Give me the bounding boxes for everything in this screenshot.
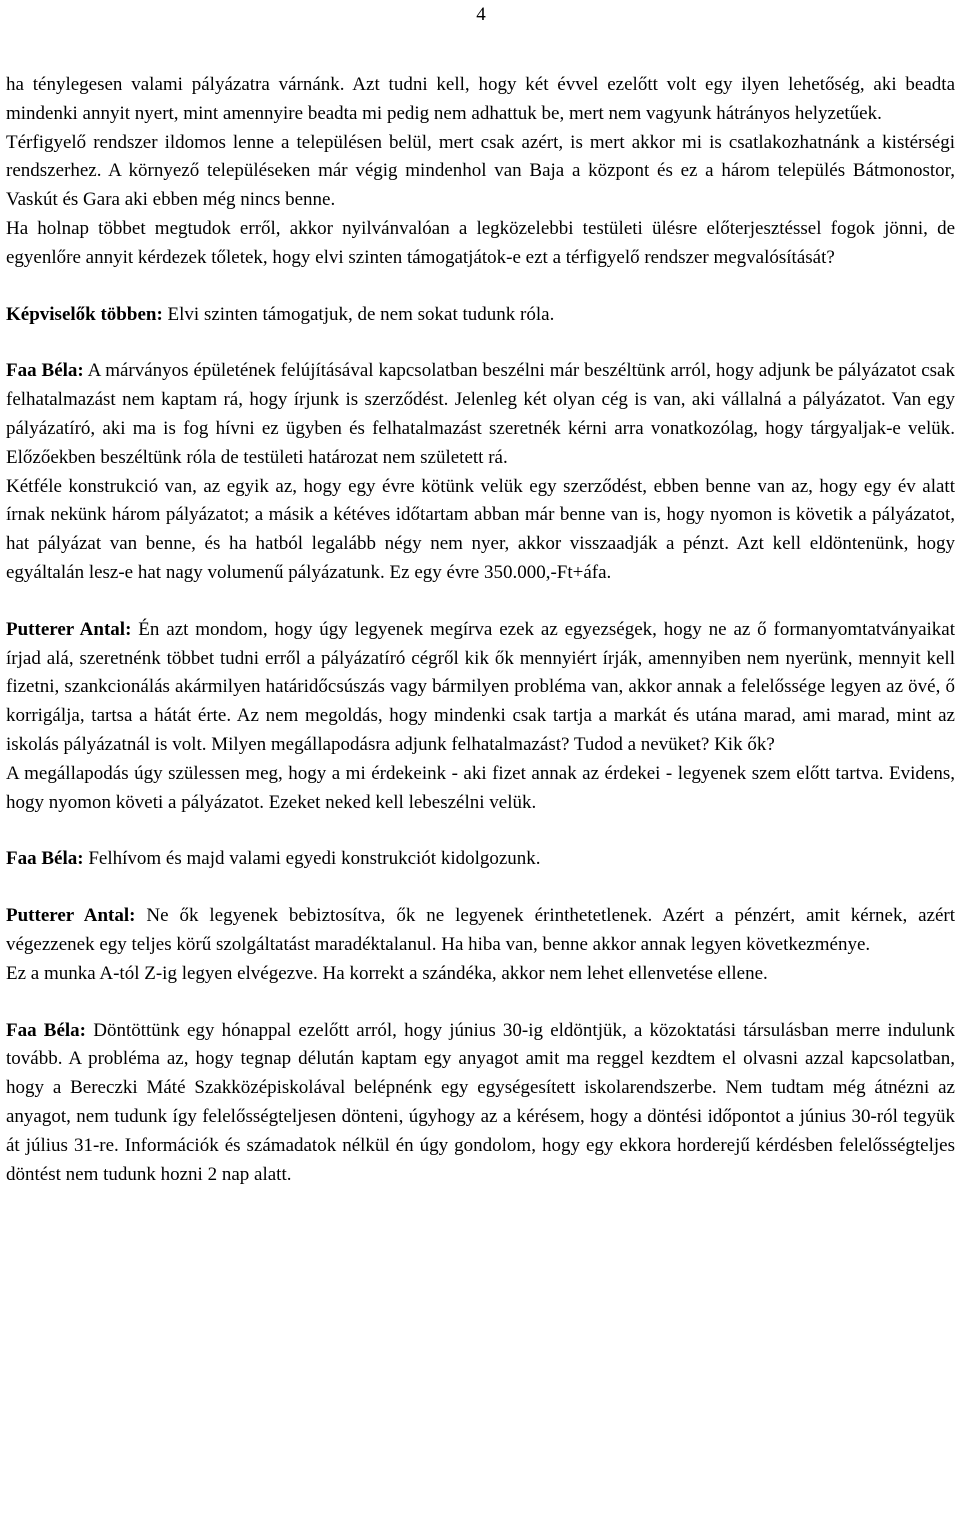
speech-paragraph (6, 1017, 955, 1190)
speech-text: Döntöttünk egy hónappal ezelőtt arról, hogy június 30-ig eldöntjük, a közoktatási társulásban merre indulunk tovább. A probléma az, hogy tegnap délután kaptam egy anyagot amit ma reggel kezdtem el olvasni azzal kapcsolatban, hogy a Bereczki Máté Szakközépiskolával belépnénk egy egységesített iskolarendszerbe. Nem tudtam még átnézni az anyagot, nem tudunk így felelősségteljesen dönteni, úgyhogy az a kérésem, hogy a döntési időpontot a június 30-ról tegyük át július 31-re. Információk és számadatok nélkül én úgy gondolom, hogy egy ekkora horderejű kérdésben felelősségteljes döntést nem tudunk hozni 2 nap alatt. (6, 1019, 955, 1185)
speaker-name: Putterer Antal: (6, 905, 136, 927)
speech-paragraph (6, 845, 955, 874)
speaker-name: Faa Béla: (6, 1019, 87, 1041)
speaker-name: Faa Béla: (6, 848, 84, 870)
speech-text: Elvi szinten támogatjuk, de nem sokat tudunk róla. (167, 303, 555, 325)
paragraph: ha ténylegesen valami pályázatra várnánk. Azt tudni kell, hogy két évvel ezelőtt volt egy ilyen lehetőség, aki beadta mindenki annyit nyert, mint amennyire beadta mi pedig nem adhattuk be, mert nem vagyunk hátrányos helyzetűek. (6, 74, 955, 124)
speech-paragraph (6, 357, 955, 472)
speaker-name: Putterer Antal: (6, 618, 132, 640)
speech-paragraph (6, 301, 955, 330)
paragraph: Ez a munka A-tól Z-ig legyen elvégezve. Ha korrekt a szándéka, akkor nem lehet ellenvetése ellene. (6, 962, 768, 984)
speaker-name: Faa Béla: (6, 360, 84, 382)
speaker-name: Képviselők többen: (6, 303, 163, 325)
speech-paragraph (6, 616, 955, 760)
paragraph: Térfigyelő rendszer ildomos lenne a településen belül, mert csak azért, is mert akkor mi is csatlakozhatnánk a kistérségi rendszerhez. A környező településeken már végig mindenhol van Baja a központ és ez a három település Bátmonostor, Vaskút és Gara aki ebben még nincs benne. (6, 131, 955, 211)
document-body (6, 71, 955, 1189)
paragraph: A megállapodás úgy szülessen meg, hogy a mi érdekeink - aki fizet annak az érdekei - legyenek szem előtt tartva. Evidens, hogy nyomon követi a pályázatot. Ezeket neked kell lebeszélni velük. (6, 762, 955, 813)
page-number: 4 (476, 4, 486, 25)
speech-text: A márványos épületének felújításával kapcsolatban beszélni már beszéltünk arról, hogy adjunk be pályázatot csak felhatalmazást nem kaptam rá, hogy írjunk is szerződést. Jelenleg két olyan cég is van, aki vállalná a pályázatot. Van egy pályázatíró, aki ma is fog hívni ez ügyben és felhatalmazást szeretnék kérni arra vonatkozólag, hogy tárgyaljak-e velük. Előzőekben beszéltünk róla de testületi határozat nem született rá. (6, 360, 955, 468)
speech-text: Ne ők legyenek bebiztosítva, ők ne legyenek érinthetetlenek. Azért a pénzért, amit kérnek, azért végezzenek egy teljes körű szolgáltatást maradéktalanul. Ha hiba van, benne akkor annak legyen következménye. (6, 905, 956, 955)
speech-paragraph (6, 902, 955, 960)
paragraph: Ha holnap többet megtudok erről, akkor nyilvánvalóan a legközelebbi testületi ülésre előterjesztéssel fogok jönni, de egyenlőre annyit kérdezek tőletek, hogy elvi szinten támogatjátok-e ezt a térfigyelő rendszer megvalósítását? (6, 217, 955, 268)
paragraph: Kétféle konstrukció van, az egyik az, hogy egy évre kötünk velük egy szerződést, ebben benne van az, hogy egy év alatt írnak nekünk három pályázatot; a másik a kétéves időtartam abban már benne van is, hogy nyomon is követik a pályázatot, hat pályázat van benne, és ha hatból legalább négy nem nyer, akkor visszaadják a pénzt. Azt kell eldöntenünk, hogy egyáltalán lesz-e hat nagy volumenű pályázatunk. Ez egy évre 350.000,-Ft+áfa. (6, 475, 955, 583)
speech-text: Én azt mondom, hogy úgy legyenek megírva ezek az egyezségek, hogy ne az ő formanyomtatványaikat írjad alá, szeretnénk többet tudni erről a pályázatíró cégről kik ők mennyiért írják, amennyiben nem nyerünk, mennyit kell fizetni, szankcionálás akármilyen határidőcsúszás vagy bármilyen probléma van, akkor annak a felelőssége legyen az övé, ő korrigálja, tartsa a hátát érte. Az nem megoldás, hogy mindenki csak tartja a markát és utána marad, ami marad, mint az iskolás pályázatnál is volt. Milyen megállapodásra adjunk felhatalmazást? Tudod a nevüket? Kik ők? (6, 618, 956, 755)
speech-text: Felhívom és majd valami egyedi konstrukciót kidolgozunk. (88, 848, 541, 870)
